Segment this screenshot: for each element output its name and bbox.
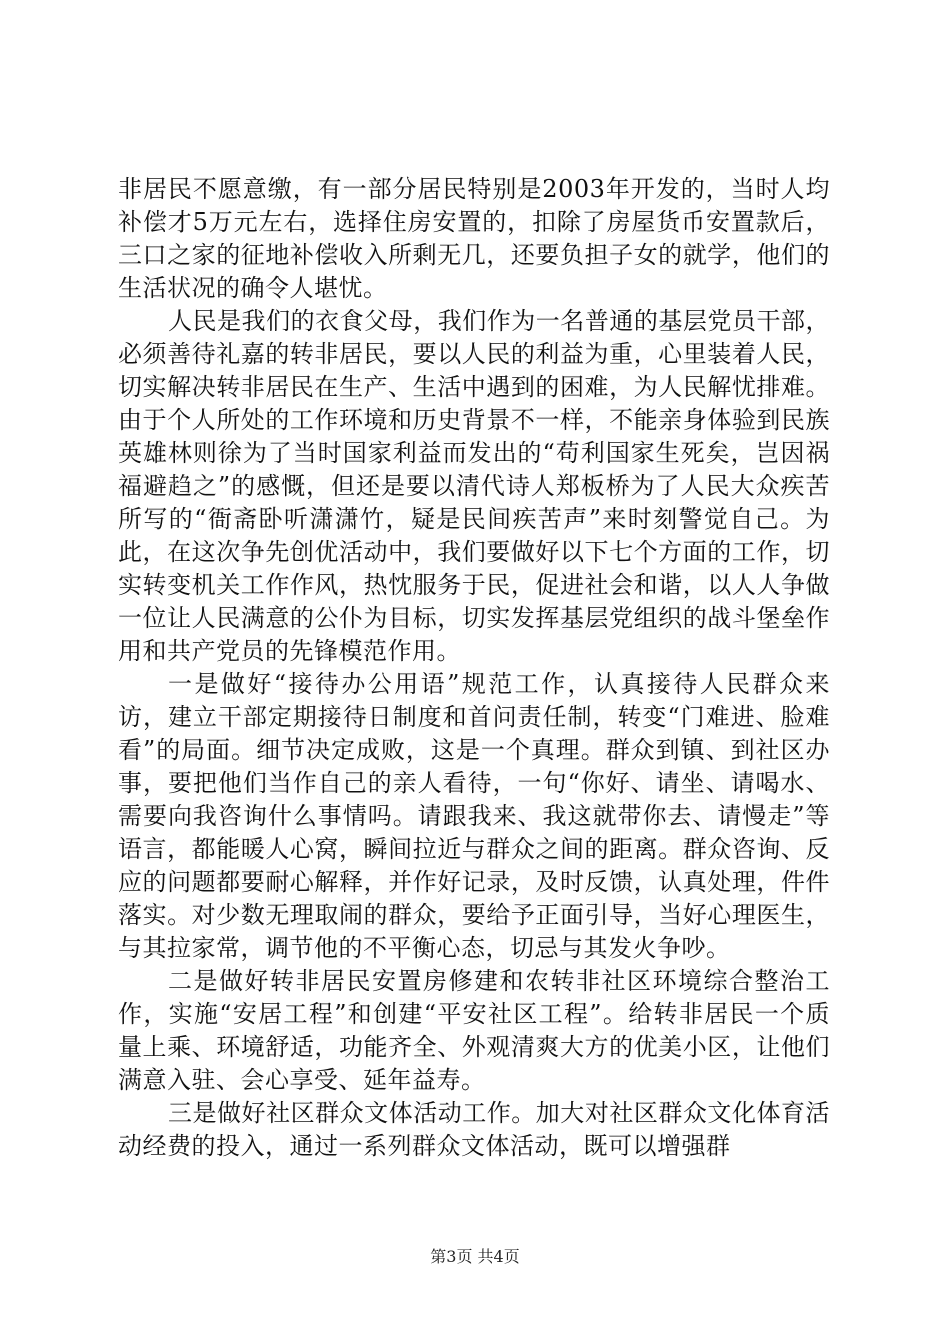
document-body	[118, 173, 830, 1163]
paragraph-3: 一是做好“接待办公用语”规范工作，认真接待人民群众来访，建立干部定期接待日制度和首问责任制，转变“门难进、脸难看”的局面。细节决定成败，这是一个真理。群众到镇、到社区办事，要把他们当作自己的亲人看待，一句“你好、请坐、请喝水、需要向我咨询什么事情吗。请跟我来、我这就带你去、请慢走”等语言，都能暖人心窝，瞬间拉近与群众之间的距离。群众咨询、反应的问题都要耐心解释，并作好记录，及时反馈，认真处理，件件落实。对少数无理取闹的群众，要给予正面引导，当好心理医生，与其拉家常，调节他的不平衡心态，切忌与其发火争吵。	[118, 670, 830, 962]
paragraph-4: 二是做好转非居民安置房修建和农转非社区环境综合整治工作，实施“安居工程”和创建“平安社区工程”。给转非居民一个质量上乘、环境舒适，功能齐全、外观清爽大方的优美小区，让他们满意入驻、会心享受、延年益寿。	[118, 967, 830, 1094]
page-footer: 第3页 共4页	[430, 1247, 520, 1266]
paragraph-2: 人民是我们的衣食父母，我们作为一名普通的基层党员干部，必须善待礼嘉的转非居民，要以人民的利益为重，心里装着人民，切实解决转非居民在生产、生活中遇到的困难，为人民解忧排难。由于个人所处的工作环境和历史背景不一样，不能亲身体验到民族英雄林则徐为了当时国家利益而发出的“苟利国家生死矣，岂因祸福避趋之”的感慨，但还是要以清代诗人郑板桥为了人民大众疾苦所写的“衙斋卧听潇潇竹，疑是民间疾苦声”来时刻警觉自己。为此，在这次争先创优活动中，我们要做好以下七个方面的工作，切实转变机关工作作风，热忱服务于民，促进社会和谐，以人人争做一位让人民满意的公仆为目标，切实发挥基层党组织的战斗堡垒作用和共产党员的先锋模范作用。	[118, 307, 830, 665]
paragraph-1: 非居民不愿意缴，有一部分居民特别是2003年开发的，当时人均补偿才5万元左右，选择住房安置的，扣除了房屋货币安置款后，三口之家的征地补偿收入所剩无几，还要负担子女的就学，他们的生活状况的确令人堪忧。	[118, 175, 830, 302]
paragraph-5: 三是做好社区群众文体活动工作。加大对社区群众文化体育活动经费的投入，通过一系列群众文体活动，既可以增强群	[118, 1099, 830, 1160]
